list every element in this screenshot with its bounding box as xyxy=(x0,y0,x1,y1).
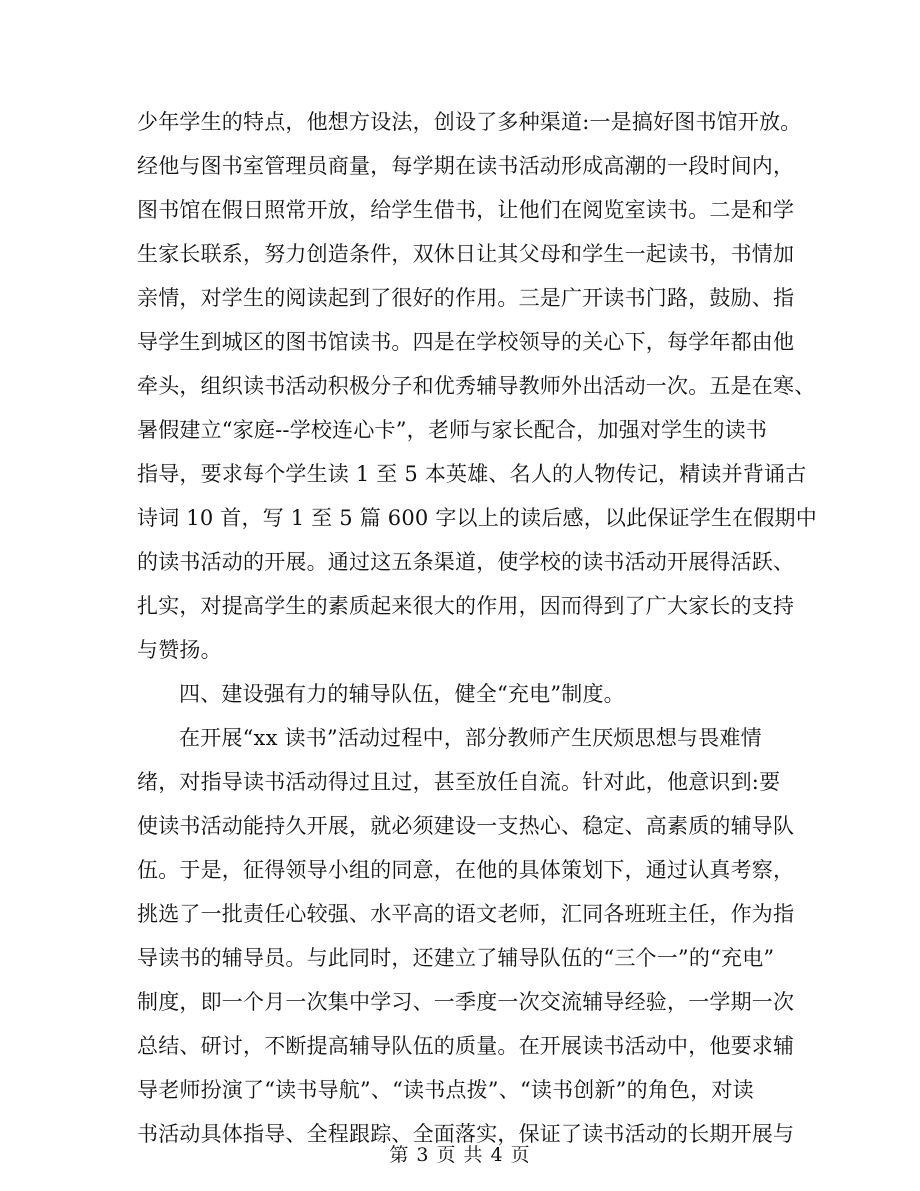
paragraph-line: 亲情，对学生的阅读起到了很好的作用。三是广开读书门路，鼓励、指 xyxy=(137,286,795,310)
paragraph-line: 导读书的辅导员。与此同时，还建立了辅导队伍的“三个一”的“充电” xyxy=(137,946,775,970)
paragraph-line: 书活动具体指导、全程跟踪、全面落实，保证了读书活动的长期开展与 xyxy=(137,1122,795,1146)
paragraph-line: 挑选了一批责任心较强、水平高的语文老师，汇同各班班主任，作为指 xyxy=(137,902,795,926)
paragraph-line: 诗词 10 首，写 1 至 5 篇 600 字以上的读后感，以此保证学生在假期中 xyxy=(137,506,817,530)
paragraph-line: 与赞扬。 xyxy=(137,638,222,662)
paragraph-line: 制度，即一个月一次集中学习、一季度一次交流辅导经验，一学期一次 xyxy=(137,990,795,1014)
paragraph-line: 伍。于是，征得领导小组的同意，在他的具体策划下，通过认真考察， xyxy=(137,858,795,882)
paragraph-line: 牵头，组织读书活动积极分子和优秀辅导教师外出活动一次。五是在寒、 xyxy=(137,374,816,398)
paragraph-line: 少年学生的特点，他想方设法，创设了多种渠道:一是搞好图书馆开放。 xyxy=(137,110,802,134)
paragraph-line: 绪，对指导读书活动得过且过，甚至放任自流。针对此，他意识到:要 xyxy=(137,770,781,794)
paragraph-line: 扎实，对提高学生的素质起来很大的作用，因而得到了广大家长的支持 xyxy=(137,594,795,618)
page-footer: 第 3 页 共 4 页 xyxy=(389,1144,531,1166)
paragraph-line: 暑假建立“家庭--学校连心卡”，老师与家长配合，加强对学生的读书 xyxy=(137,418,768,442)
paragraph-line: 指导，要求每个学生读 1 至 5 本英雄、名人的人物传记，精读并背诵古 xyxy=(137,462,807,486)
paragraph-line: 使读书活动能持久开展，就必须建设一支热心、稳定、高素质的辅导队 xyxy=(137,814,795,838)
paragraph-line: 总结、研讨，不断提高辅导队伍的质量。在开展读书活动中，他要求辅 xyxy=(137,1034,795,1058)
paragraph-line: 经他与图书室管理员商量，每学期在读书活动形成高潮的一段时间内， xyxy=(137,154,795,178)
paragraph-line: 在开展“xx 读书”活动过程中，部分教师产生厌烦思想与畏难情 xyxy=(179,726,762,750)
paragraph-line: 图书馆在假日照常开放，给学生借书，让他们在阅览室读书。二是和学 xyxy=(137,198,795,222)
paragraph-line: 的读书活动的开展。通过这五条渠道，使学校的读书活动开展得活跃、 xyxy=(137,550,795,574)
paragraph-line: 导学生到城区的图书馆读书。四是在学校领导的关心下，每学年都由他 xyxy=(137,330,795,354)
section-heading: 四、建设强有力的辅导队伍，健全“充电”制度。 xyxy=(179,682,625,706)
paragraph-line: 导老师扮演了“读书导航”、“读书点拨”、“读书创新”的角色，对读 xyxy=(137,1078,754,1102)
paragraph-line: 生家长联系，努力创造条件，双休日让其父母和学生一起读书，书情加 xyxy=(137,242,795,266)
